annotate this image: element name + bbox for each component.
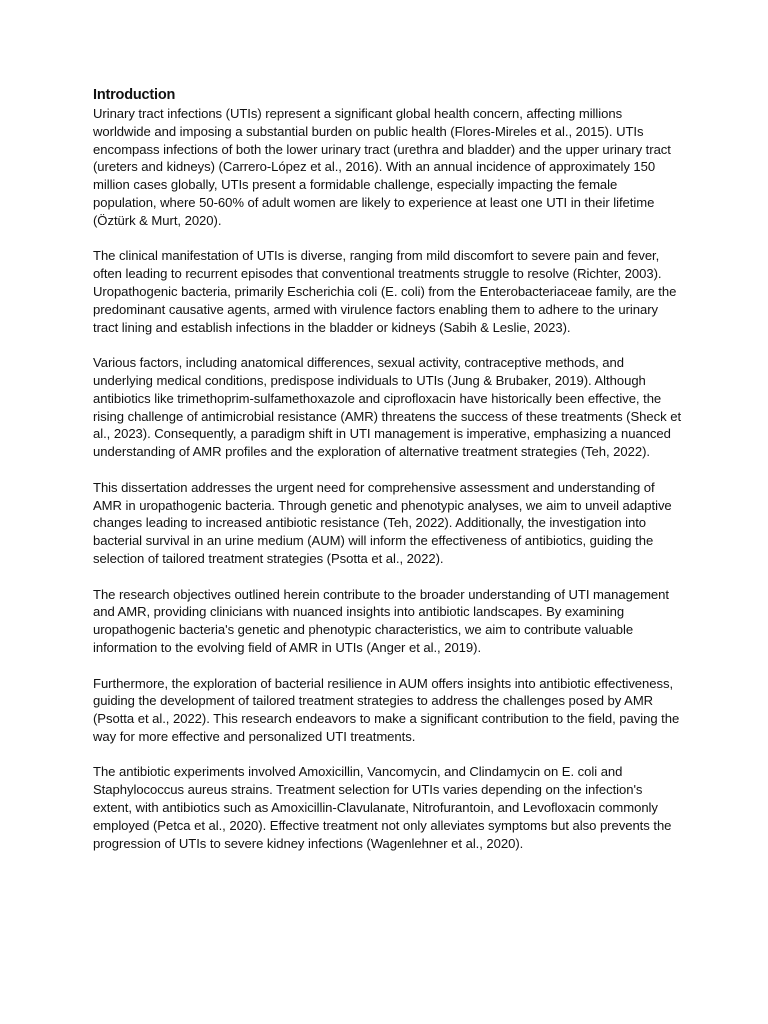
paragraph-2: The clinical manifestation of UTIs is diverse, ranging from mild discomfort to severe pain and fever, often leading to recurrent episodes that conventional treatments struggle to resolve (Richter, 2003). Uropathogenic bacteria, primarily Escherichia coli (E. coli) from the Enterobacteriaceae family, are the predominant causative agents, armed with virulence factors enabling them to adhere to the urinary tract lining and establish infections in the bladder or kidneys (Sabih & Leslie, 2023). xyxy=(93,248,677,335)
paragraph-1: Urinary tract infections (UTIs) represent a significant global health concern, affecting millions worldwide and imposing a substantial burden on public health (Flores-Mireles et al., 2015). UTIs encompass infections of both the lower urinary tract (urethra and bladder) and the upper urinary tract (ureters and kidneys) (Carrero-López et al., 2016). With an annual incidence of approximately 150 million cases globally, UTIs present a formidable challenge, especially impacting the female population, where 50-60% of adult women are likely to experience at least one UTI in their lifetime (Öztürk & Murt, 2020). xyxy=(93,106,671,228)
paragraph-4: This dissertation addresses the urgent need for comprehensive assessment and understanding of AMR in uropathogenic bacteria. Through genetic and phenotypic analyses, we aim to unveil adaptive changes leading to increased antibiotic resistance (Teh, 2022). Additionally, the investigation into bacterial survival in an urine medium (AUM) will inform the effectiveness of antibiotics, guiding the selection of tailored treatment strategies (Psotta et al., 2022). xyxy=(93,479,672,566)
paragraph-5: The research objectives outlined herein contribute to the broader understanding of UTI management and AMR, providing clinicians with nuanced insights into antibiotic landscapes. By examining uropathogenic bacteria's genetic and phenotypic characteristics, we aim to contribute valuable information to the evolving field of AMR in UTIs (Anger et al., 2019). xyxy=(93,586,669,655)
paragraph-7: The antibiotic experiments involved Amoxicillin, Vancomycin, and Clindamycin on E. coli and Staphylococcus aureus strains. Treatment selection for UTIs varies depending on the infection's extent, with antibiotics such as Amoxicillin-Clavulanate, Nitrofurantoin, and Levofloxacin commonly employed (Petca et al., 2020). Effective treatment not only alleviates symptoms but also prevents the progression of UTIs to severe kidney infections (Wagenlehner et al., 2020). xyxy=(93,764,672,851)
paragraph-6: Furthermore, the exploration of bacterial resilience in AUM offers insights into antibiotic effectiveness, guiding the development of tailored treatment strategies to address the challenges posed by AMR (Psotta et al., 2022). This research endeavors to make a significant contribution to the field, paving the way for more effective and personalized UTI treatments. xyxy=(93,675,680,744)
paragraph-3: Various factors, including anatomical differences, sexual activity, contraceptive methods, and underlying medical conditions, predispose individuals to UTIs (Jung & Brubaker, 2019). Although antibiotics like trimethoprim-sulfamethoxazole and ciprofloxacin have historically been effective, the rising challenge of antimicrobial resistance (AMR) threatens the success of these treatments (Sheck et al., 2023). Consequently, a paradigm shift in UTI management is imperative, emphasizing a nuanced understanding of AMR profiles and the exploration of alternative treatment strategies (Teh, 2022). xyxy=(93,355,682,460)
document-page xyxy=(93,86,683,852)
section-heading: Introduction xyxy=(93,87,176,103)
